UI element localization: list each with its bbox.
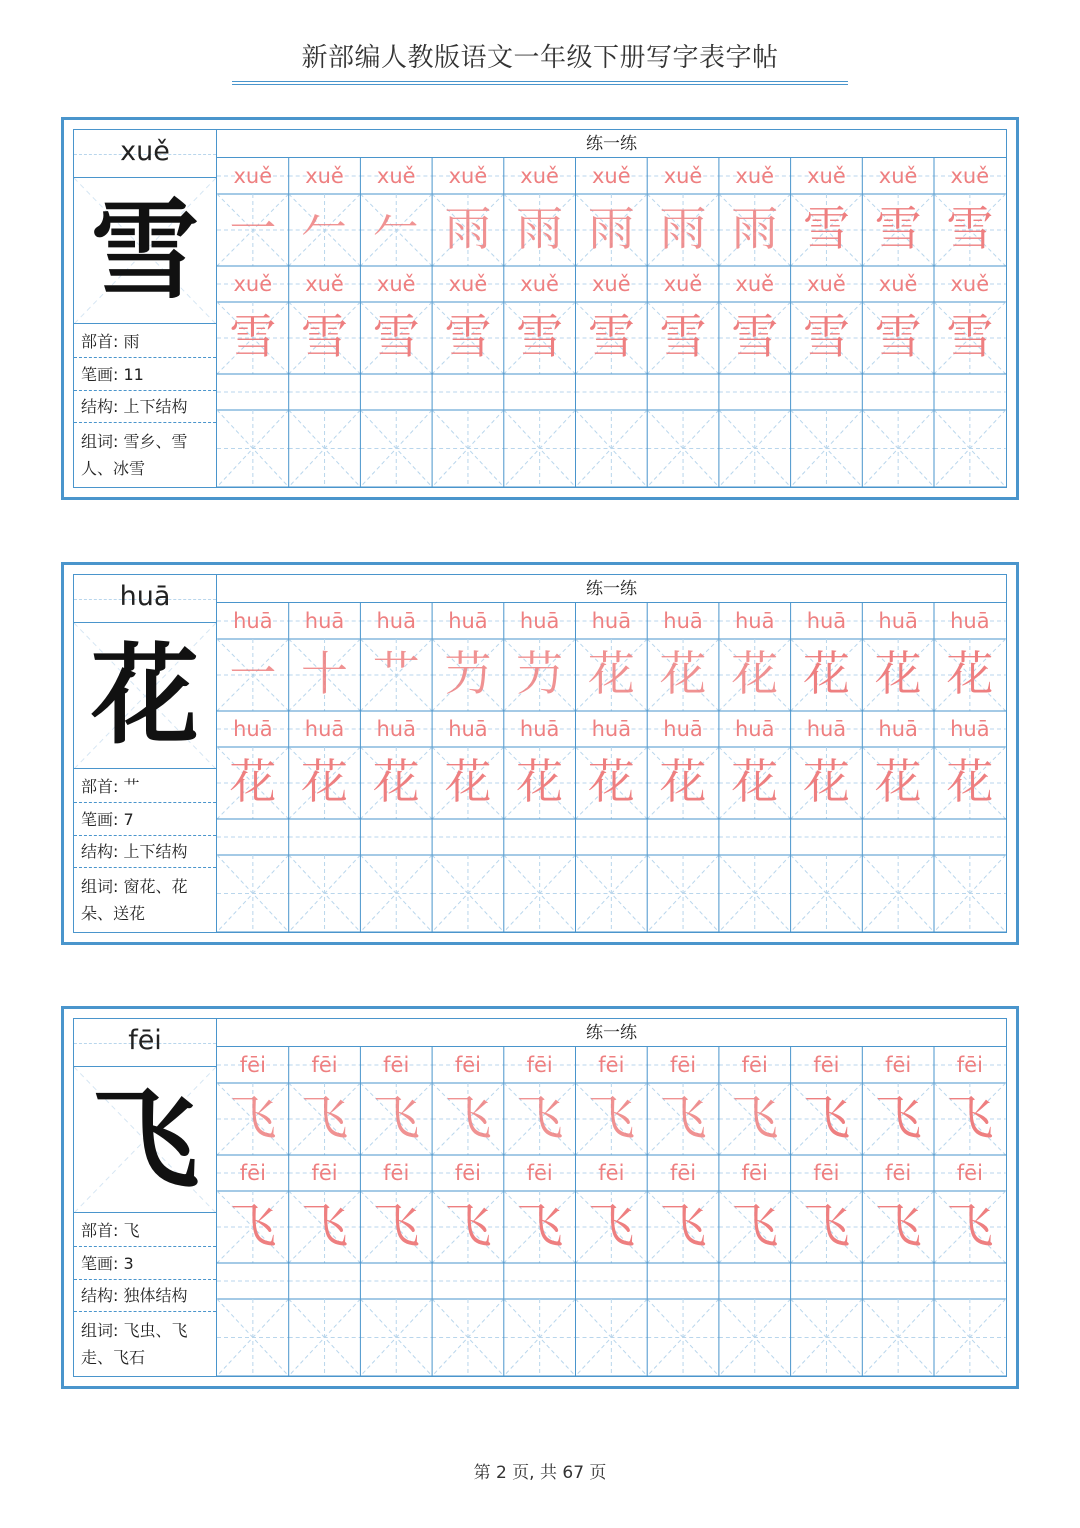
pinyin-trace: fēi (526, 1161, 553, 1185)
character-trace: 飞 (802, 1091, 850, 1146)
character-trace: 芀 (444, 647, 492, 702)
character-trace: 雪 (229, 310, 277, 365)
pinyin-trace: xuě (376, 164, 416, 188)
character-trace: 一 (229, 202, 277, 257)
character-trace: 花 (874, 755, 922, 810)
character-trace: 花 (946, 647, 994, 702)
character-card-xue (61, 117, 1019, 500)
pinyin-trace: huā (734, 717, 775, 741)
pinyin-trace: fēi (598, 1161, 625, 1185)
structure-value: 上下结构 (123, 397, 188, 416)
character-trace: 𠂉 (372, 202, 420, 257)
words-value: 雪乡、雪人、冰雪 (81, 432, 188, 478)
words-row (74, 424, 216, 486)
character-trace: 雪 (659, 310, 707, 365)
character-trace: 雪 (802, 202, 850, 257)
character-trace: 雪 (372, 310, 420, 365)
info-column (74, 1019, 217, 1376)
radical-value: 飞 (123, 1221, 140, 1240)
radical-label: 部首: (81, 332, 124, 351)
pinyin-trace: fēi (598, 1053, 625, 1077)
pinyin-trace: xuě (233, 272, 273, 296)
structure-label: 结构: (81, 842, 124, 861)
character-trace: 飞 (229, 1199, 277, 1254)
strokes-label: 笔画: (81, 365, 124, 384)
pinyin-trace: xuě (663, 272, 703, 296)
structure-row (74, 391, 216, 423)
strokes-label: 笔画: (81, 1254, 124, 1273)
character-trace: 花 (731, 647, 779, 702)
character-trace: 飞 (874, 1199, 922, 1254)
pinyin-trace: fēi (454, 1053, 482, 1077)
character-trace: 雪 (301, 310, 349, 365)
character-trace: 花 (802, 647, 850, 702)
words-value: 飞虫、飞走、飞石 (81, 1321, 188, 1367)
model-character: 飞 (90, 1077, 199, 1203)
practice-area (217, 130, 1006, 487)
pinyin-trace: huā (663, 717, 703, 741)
pinyin-trace: fēi (813, 1053, 840, 1077)
character-trace: 飞 (659, 1091, 707, 1146)
pinyin-trace: xuě (376, 272, 416, 296)
character-trace: 艹 (372, 647, 420, 702)
character-card-hua (61, 562, 1019, 945)
character-trace: 花 (659, 647, 707, 702)
strokes-value: 11 (123, 365, 144, 384)
character-trace: 𠂉 (301, 202, 349, 257)
pinyin-trace: xuě (807, 164, 846, 188)
character-trace: 飞 (731, 1091, 779, 1146)
pinyin-trace: xuě (950, 164, 990, 188)
pinyin-trace: huā (376, 717, 416, 741)
character-trace: 飞 (587, 1199, 635, 1254)
pinyin-trace: fēi (669, 1161, 697, 1185)
pinyin-trace: xuě (305, 164, 344, 188)
character-trace: 雪 (587, 310, 635, 365)
pinyin-header (74, 1019, 216, 1067)
pinyin-trace: xuě (592, 164, 631, 188)
pinyin-trace: fēi (311, 1053, 338, 1077)
character-trace: 花 (731, 755, 779, 810)
pinyin-trace: xuě (448, 272, 488, 296)
info-column (74, 130, 217, 487)
info-column (74, 575, 217, 932)
character-trace: 花 (587, 755, 635, 810)
character-box (74, 623, 216, 769)
strokes-row (74, 359, 216, 391)
card-inner (73, 574, 1007, 933)
character-box (74, 1067, 216, 1213)
pinyin-trace: fēi (741, 1161, 768, 1185)
pinyin-trace: huā (448, 717, 488, 741)
character-trace: 雪 (731, 310, 779, 365)
pinyin-trace: huā (519, 717, 560, 741)
character-trace: 飞 (301, 1091, 349, 1146)
pinyin-trace: xuě (520, 164, 559, 188)
pinyin-trace: huā (233, 609, 273, 633)
pinyin-trace: fēi (239, 1161, 266, 1185)
structure-value: 上下结构 (123, 842, 188, 861)
pinyin-trace: huā (878, 717, 918, 741)
character-trace: 雨 (731, 202, 779, 257)
card-inner (73, 1018, 1007, 1377)
structure-label: 结构: (81, 397, 124, 416)
character-trace: 雨 (516, 202, 564, 257)
pinyin-header (74, 575, 216, 623)
pinyin-trace: huā (304, 717, 345, 741)
pinyin-trace: xuě (592, 272, 631, 296)
pinyin-trace: xuě (735, 272, 775, 296)
pinyin-text: xuě (120, 136, 170, 167)
pinyin-trace: xuě (807, 272, 846, 296)
pinyin-trace: fēi (669, 1053, 697, 1077)
practice-area (217, 575, 1006, 932)
radical-label: 部首: (81, 1221, 124, 1240)
pinyin-trace: huā (734, 609, 775, 633)
radical-label: 部首: (81, 777, 124, 796)
character-trace: 雪 (874, 202, 922, 257)
pinyin-trace: xuě (663, 164, 703, 188)
character-trace: 飞 (301, 1199, 349, 1254)
character-trace: 一 (229, 647, 277, 702)
character-card-fei (61, 1006, 1019, 1389)
character-trace: 飞 (946, 1091, 994, 1146)
structure-row (74, 836, 216, 868)
strokes-row (74, 1248, 216, 1280)
character-trace: 飞 (372, 1199, 420, 1254)
character-trace: 雪 (874, 310, 922, 365)
character-trace: 雨 (587, 202, 635, 257)
pinyin-text: huā (119, 581, 171, 612)
character-trace: 雪 (946, 202, 994, 257)
character-trace: 十 (301, 647, 349, 702)
character-trace: 花 (946, 755, 994, 810)
character-trace: 花 (587, 647, 635, 702)
character-trace: 雨 (444, 202, 492, 257)
character-trace: 芀 (516, 647, 564, 702)
radical-row (74, 326, 216, 358)
pinyin-trace: xuě (305, 272, 344, 296)
radical-value: 艹 (123, 777, 140, 796)
card-inner (73, 129, 1007, 488)
strokes-label: 笔画: (81, 810, 124, 829)
pinyin-trace: fēi (311, 1161, 338, 1185)
pinyin-trace: xuě (233, 164, 273, 188)
pinyin-trace: fēi (239, 1053, 266, 1077)
practice-title: 练一练 (217, 1019, 1006, 1047)
pinyin-trace: xuě (520, 272, 559, 296)
pinyin-trace: fēi (383, 1053, 410, 1077)
pinyin-trace: huā (233, 717, 273, 741)
pinyin-trace: huā (591, 717, 632, 741)
structure-row (74, 1280, 216, 1312)
title-underline (232, 81, 848, 85)
pinyin-trace: fēi (956, 1053, 983, 1077)
radical-row (74, 1215, 216, 1247)
character-trace: 花 (301, 755, 349, 810)
character-trace: 雪 (946, 310, 994, 365)
character-trace: 飞 (802, 1199, 850, 1254)
pinyin-trace: xuě (448, 164, 488, 188)
character-trace: 花 (372, 755, 420, 810)
character-trace: 雪 (444, 310, 492, 365)
character-trace: 飞 (516, 1091, 564, 1146)
character-trace: 花 (229, 755, 277, 810)
character-trace: 飞 (444, 1199, 492, 1254)
character-trace: 飞 (587, 1091, 635, 1146)
words-label: 组词: (81, 432, 124, 451)
strokes-value: 3 (123, 1254, 134, 1273)
structure-value: 独体结构 (123, 1286, 188, 1305)
pinyin-trace: fēi (956, 1161, 983, 1185)
pinyin-trace: fēi (885, 1161, 912, 1185)
pinyin-trace: fēi (813, 1161, 840, 1185)
pinyin-trace: fēi (526, 1053, 553, 1077)
model-character: 雪 (90, 188, 199, 314)
pinyin-trace: huā (806, 717, 847, 741)
pinyin-trace: huā (448, 609, 488, 633)
pinyin-trace: huā (806, 609, 847, 633)
character-trace: 雨 (659, 202, 707, 257)
pinyin-trace: huā (950, 609, 990, 633)
strokes-value: 7 (123, 810, 134, 829)
words-label: 组词: (81, 1321, 124, 1340)
character-trace: 飞 (372, 1091, 420, 1146)
pinyin-trace: huā (591, 609, 632, 633)
pinyin-trace: xuě (735, 164, 775, 188)
character-trace: 飞 (731, 1199, 779, 1254)
strokes-row (74, 804, 216, 836)
pinyin-trace: fēi (383, 1161, 410, 1185)
character-trace: 花 (516, 755, 564, 810)
character-trace: 飞 (946, 1199, 994, 1254)
practice-area (217, 1019, 1006, 1376)
character-trace: 花 (659, 755, 707, 810)
pinyin-trace: fēi (454, 1161, 482, 1185)
words-row (74, 869, 216, 931)
page-footer: 第 2 页, 共 67 页 (473, 1463, 607, 1483)
pinyin-trace: huā (663, 609, 703, 633)
character-trace: 花 (874, 647, 922, 702)
pinyin-trace: huā (878, 609, 918, 633)
pinyin-header (74, 130, 216, 178)
character-trace: 雪 (802, 310, 850, 365)
pinyin-trace: fēi (885, 1053, 912, 1077)
structure-label: 结构: (81, 1286, 124, 1305)
character-trace: 飞 (516, 1199, 564, 1254)
character-box (74, 178, 216, 324)
pinyin-text: fēi (128, 1025, 162, 1056)
pinyin-trace: fēi (741, 1053, 768, 1077)
pinyin-trace: huā (376, 609, 416, 633)
practice-title: 练一练 (217, 130, 1006, 158)
pinyin-trace: xuě (878, 272, 918, 296)
character-trace: 花 (802, 755, 850, 810)
document-title: 新部编人教版语文一年级下册写字表字帖 (301, 43, 779, 73)
words-value: 窗花、花朵、送花 (81, 877, 188, 923)
character-trace: 飞 (229, 1091, 277, 1146)
words-row (74, 1313, 216, 1375)
pinyin-trace: huā (950, 717, 990, 741)
character-trace: 花 (444, 755, 492, 810)
practice-title: 练一练 (217, 575, 1006, 603)
character-trace: 雪 (516, 310, 564, 365)
character-trace: 飞 (874, 1091, 922, 1146)
words-label: 组词: (81, 877, 124, 896)
pinyin-trace: huā (304, 609, 345, 633)
character-trace: 飞 (444, 1091, 492, 1146)
pinyin-trace: xuě (878, 164, 918, 188)
pinyin-trace: huā (519, 609, 560, 633)
radical-value: 雨 (123, 332, 140, 351)
model-character: 花 (90, 633, 199, 759)
character-trace: 飞 (659, 1199, 707, 1254)
pinyin-trace: xuě (950, 272, 990, 296)
radical-row (74, 771, 216, 803)
